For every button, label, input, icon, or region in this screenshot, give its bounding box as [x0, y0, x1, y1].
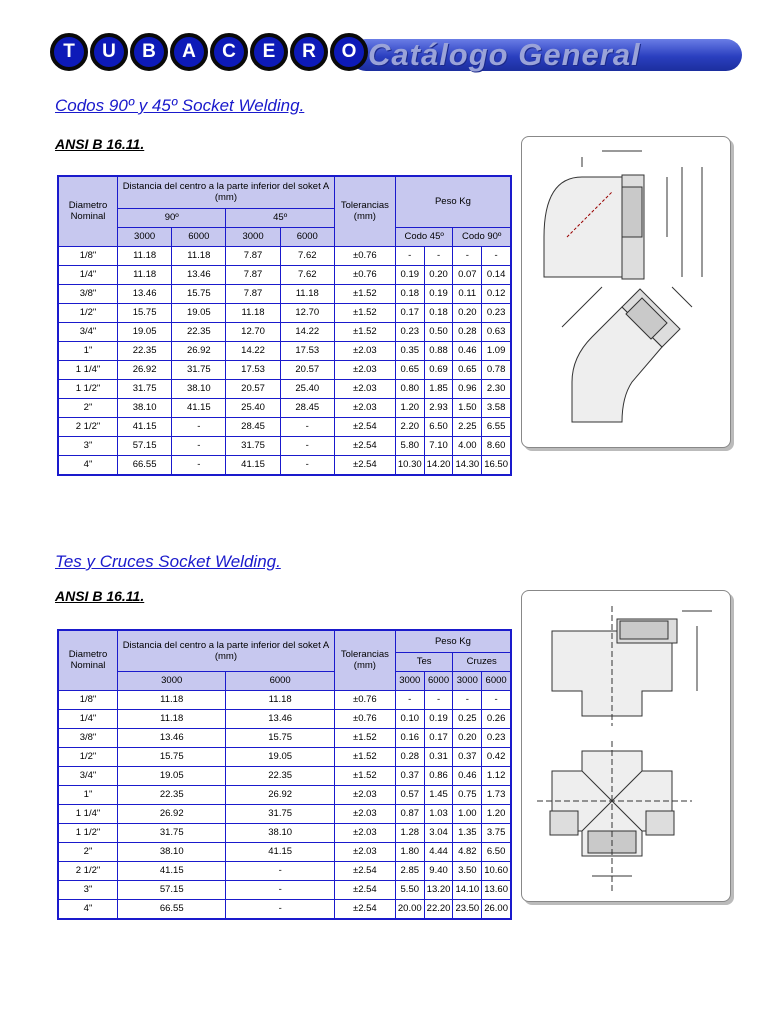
value-cell: 0.37 — [453, 747, 482, 766]
header-90: 90º — [118, 208, 226, 227]
value-cell: 13.46 — [226, 709, 334, 728]
value-cell: 3.58 — [482, 398, 511, 417]
value-cell: 31.75 — [226, 804, 334, 823]
diameter-cell: 1/4" — [58, 265, 118, 284]
class-header: 6000 — [172, 227, 226, 246]
value-cell: 0.50 — [424, 322, 453, 341]
logo-letter: R — [290, 33, 328, 71]
value-cell: 0.46 — [453, 766, 482, 785]
value-cell: ±0.76 — [334, 709, 395, 728]
value-cell: 2.20 — [395, 417, 424, 436]
value-cell: 26.92 — [226, 785, 334, 804]
value-cell: 2.85 — [395, 861, 424, 880]
header-distancia: Distancia del centro a la parte inferior del soket A (mm) — [118, 176, 335, 208]
value-cell: 0.31 — [424, 747, 453, 766]
value-cell: ±2.54 — [334, 455, 395, 475]
value-cell: 0.16 — [395, 728, 424, 747]
value-cell: 1.09 — [482, 341, 511, 360]
value-cell: 1.45 — [424, 785, 453, 804]
header-tes: Tes — [395, 652, 453, 671]
value-cell: 3.04 — [424, 823, 453, 842]
value-cell: 38.10 — [172, 379, 226, 398]
value-cell: 11.18 — [280, 284, 334, 303]
logo-letter: B — [130, 33, 168, 71]
value-cell: 20.00 — [395, 899, 424, 919]
diameter-cell: 1/8" — [58, 246, 118, 265]
diameter-cell: 3/8" — [58, 728, 118, 747]
table-row — [58, 728, 511, 747]
value-cell: 19.05 — [118, 322, 172, 341]
table-row — [58, 455, 511, 475]
value-cell: 7.87 — [226, 284, 280, 303]
value-cell: 14.22 — [280, 322, 334, 341]
logo-letter: C — [210, 33, 248, 71]
tes-spec-table — [57, 629, 512, 920]
value-cell: 16.50 — [482, 455, 511, 475]
diameter-cell: 2" — [58, 398, 118, 417]
value-cell: - — [226, 861, 334, 880]
diameter-cell: 3" — [58, 880, 118, 899]
value-cell: - — [280, 436, 334, 455]
value-cell: 0.14 — [482, 265, 511, 284]
value-cell: 31.75 — [118, 379, 172, 398]
value-cell: 0.23 — [482, 728, 511, 747]
value-cell: 22.35 — [226, 766, 334, 785]
value-cell: 1.50 — [453, 398, 482, 417]
value-cell: 19.05 — [118, 766, 226, 785]
value-cell: 4.44 — [424, 842, 453, 861]
value-cell: - — [424, 246, 453, 265]
value-cell: 6.50 — [424, 417, 453, 436]
value-cell: 0.96 — [453, 379, 482, 398]
value-cell: 2.30 — [482, 379, 511, 398]
value-cell: ±0.76 — [334, 690, 395, 709]
value-cell: - — [482, 690, 511, 709]
value-cell: 7.87 — [226, 265, 280, 284]
table-row — [58, 436, 511, 455]
header-diametro: Diametro Nominal — [58, 630, 118, 690]
value-cell: ±2.03 — [334, 804, 395, 823]
value-cell: 26.00 — [482, 899, 511, 919]
elbow-drawing-svg — [522, 137, 730, 447]
value-cell: 7.10 — [424, 436, 453, 455]
value-cell: 0.86 — [424, 766, 453, 785]
catalog-title: Catálogo General — [368, 37, 641, 72]
value-cell: - — [172, 436, 226, 455]
value-cell: 38.10 — [118, 398, 172, 417]
tee-cross-drawing — [521, 590, 731, 902]
logo-letter: E — [250, 33, 288, 71]
table-row — [58, 303, 511, 322]
value-cell: 9.40 — [424, 861, 453, 880]
value-cell: ±2.03 — [334, 341, 395, 360]
value-cell: 0.37 — [395, 766, 424, 785]
header-codo45: Codo 45º — [395, 227, 453, 246]
value-cell: 19.05 — [172, 303, 226, 322]
value-cell: 20.57 — [226, 379, 280, 398]
value-cell: 66.55 — [118, 455, 172, 475]
class-header: 3000 — [118, 227, 172, 246]
value-cell: 22.20 — [424, 899, 453, 919]
logo-letter: T — [50, 33, 88, 71]
header-tolerancias: Tolerancias (mm) — [334, 630, 395, 690]
value-cell: ±1.52 — [334, 728, 395, 747]
value-cell: 12.70 — [280, 303, 334, 322]
value-cell: 1.12 — [482, 766, 511, 785]
value-cell: 1.20 — [395, 398, 424, 417]
value-cell: 0.69 — [424, 360, 453, 379]
value-cell: - — [453, 246, 482, 265]
value-cell: 11.18 — [118, 265, 172, 284]
value-cell: 1.00 — [453, 804, 482, 823]
table-row — [58, 804, 511, 823]
value-cell: ±0.76 — [334, 265, 395, 284]
value-cell: 41.15 — [118, 861, 226, 880]
value-cell: 22.35 — [118, 341, 172, 360]
diameter-cell: 1 1/4" — [58, 360, 118, 379]
header-diametro: Diametro Nominal — [58, 176, 118, 246]
value-cell: 0.18 — [395, 284, 424, 303]
value-cell: 6.55 — [482, 417, 511, 436]
value-cell: 13.20 — [424, 880, 453, 899]
value-cell: 41.15 — [226, 842, 334, 861]
diameter-cell: 3" — [58, 436, 118, 455]
value-cell: 1.73 — [482, 785, 511, 804]
value-cell: 41.15 — [118, 417, 172, 436]
diameter-cell: 2" — [58, 842, 118, 861]
value-cell: 0.42 — [482, 747, 511, 766]
table-row — [58, 417, 511, 436]
value-cell: 2.93 — [424, 398, 453, 417]
table-row — [58, 880, 511, 899]
diameter-cell: 1 1/2" — [58, 823, 118, 842]
value-cell: ±2.54 — [334, 880, 395, 899]
value-cell: 15.75 — [118, 747, 226, 766]
diameter-cell: 1/8" — [58, 690, 118, 709]
value-cell: ±0.76 — [334, 246, 395, 265]
value-cell: 7.62 — [280, 265, 334, 284]
table-row — [58, 823, 511, 842]
diameter-cell: 1/2" — [58, 747, 118, 766]
diameter-cell: 4" — [58, 899, 118, 919]
codos-table-body — [58, 246, 511, 475]
value-cell: 0.10 — [395, 709, 424, 728]
value-cell: 12.70 — [226, 322, 280, 341]
value-cell: 0.23 — [482, 303, 511, 322]
value-cell: ±2.03 — [334, 398, 395, 417]
value-cell: 11.18 — [118, 709, 226, 728]
elbow-drawing — [521, 136, 731, 448]
value-cell: 15.75 — [226, 728, 334, 747]
value-cell: 0.28 — [395, 747, 424, 766]
class-header: 3000 — [453, 671, 482, 690]
value-cell: 0.12 — [482, 284, 511, 303]
table-row — [58, 284, 511, 303]
value-cell: 13.46 — [118, 284, 172, 303]
section-title-tes: Tes y Cruces Socket Welding. — [55, 552, 281, 571]
value-cell: 0.65 — [395, 360, 424, 379]
diameter-cell: 1 1/4" — [58, 804, 118, 823]
value-cell: - — [395, 246, 424, 265]
value-cell: 14.20 — [424, 455, 453, 475]
value-cell: 0.20 — [453, 303, 482, 322]
value-cell: ±1.52 — [334, 747, 395, 766]
value-cell: 26.92 — [118, 360, 172, 379]
value-cell: 0.17 — [395, 303, 424, 322]
value-cell: 1.85 — [424, 379, 453, 398]
value-cell: 6.50 — [482, 842, 511, 861]
diameter-cell: 2 1/2" — [58, 861, 118, 880]
value-cell: ±2.03 — [334, 379, 395, 398]
diameter-cell: 1/4" — [58, 709, 118, 728]
value-cell: - — [226, 899, 334, 919]
value-cell: 11.18 — [118, 246, 172, 265]
value-cell: 1.03 — [424, 804, 453, 823]
tubacero-logo — [50, 33, 368, 71]
value-cell: ±2.54 — [334, 861, 395, 880]
value-cell: 26.92 — [172, 341, 226, 360]
value-cell: 28.45 — [226, 417, 280, 436]
value-cell: 11.18 — [172, 246, 226, 265]
tes-table-body — [58, 690, 511, 919]
header-cruzes: Cruzes — [453, 652, 511, 671]
value-cell: 23.50 — [453, 899, 482, 919]
diameter-cell: 4" — [58, 455, 118, 475]
value-cell: 31.75 — [226, 436, 280, 455]
value-cell: 0.19 — [424, 284, 453, 303]
value-cell: 25.40 — [280, 379, 334, 398]
value-cell: 57.15 — [118, 880, 226, 899]
value-cell: 31.75 — [118, 823, 226, 842]
value-cell: 0.46 — [453, 341, 482, 360]
tee-cross-drawing-svg — [522, 591, 730, 901]
value-cell: 57.15 — [118, 436, 172, 455]
value-cell: 1.35 — [453, 823, 482, 842]
value-cell: 4.00 — [453, 436, 482, 455]
value-cell: 13.46 — [172, 265, 226, 284]
value-cell: 0.78 — [482, 360, 511, 379]
value-cell: 14.10 — [453, 880, 482, 899]
class-header: 3000 — [226, 227, 280, 246]
value-cell: 0.80 — [395, 379, 424, 398]
diameter-cell: 3/4" — [58, 766, 118, 785]
value-cell: ±1.52 — [334, 766, 395, 785]
value-cell: 0.20 — [453, 728, 482, 747]
value-cell: 0.26 — [482, 709, 511, 728]
value-cell: 4.82 — [453, 842, 482, 861]
value-cell: 1.20 — [482, 804, 511, 823]
section-title-codos: Codos 90º y 45º Socket Welding. — [55, 96, 305, 115]
value-cell: 41.15 — [226, 455, 280, 475]
value-cell: 0.87 — [395, 804, 424, 823]
value-cell: 0.25 — [453, 709, 482, 728]
value-cell: 17.53 — [226, 360, 280, 379]
value-cell: 0.23 — [395, 322, 424, 341]
logo-letter: U — [90, 33, 128, 71]
diameter-cell: 3/4" — [58, 322, 118, 341]
value-cell: 15.75 — [118, 303, 172, 322]
value-cell: - — [280, 417, 334, 436]
value-cell: 13.46 — [118, 728, 226, 747]
value-cell: 0.11 — [453, 284, 482, 303]
value-cell: 2.25 — [453, 417, 482, 436]
header-peso: Peso Kg — [395, 176, 511, 227]
table-row — [58, 398, 511, 417]
value-cell: 26.92 — [118, 804, 226, 823]
value-cell: 11.18 — [118, 690, 226, 709]
table-row — [58, 766, 511, 785]
table-row — [58, 747, 511, 766]
value-cell: 0.88 — [424, 341, 453, 360]
class-header: 3000 — [118, 671, 226, 690]
value-cell: 38.10 — [118, 842, 226, 861]
value-cell: 31.75 — [172, 360, 226, 379]
class-header: 6000 — [226, 671, 334, 690]
value-cell: 0.19 — [424, 709, 453, 728]
value-cell: 14.30 — [453, 455, 482, 475]
value-cell: 0.18 — [424, 303, 453, 322]
table-row — [58, 690, 511, 709]
table-row — [58, 341, 511, 360]
value-cell: ±2.03 — [334, 842, 395, 861]
header-tolerancias: Tolerancias (mm) — [334, 176, 395, 246]
value-cell: 41.15 — [172, 398, 226, 417]
header-distancia: Distancia del centro a la parte inferior del soket A (mm) — [118, 630, 335, 671]
value-cell: 8.60 — [482, 436, 511, 455]
value-cell: 0.17 — [424, 728, 453, 747]
value-cell: ±1.52 — [334, 284, 395, 303]
value-cell: 11.18 — [226, 690, 334, 709]
table-row — [58, 265, 511, 284]
value-cell: ±2.54 — [334, 417, 395, 436]
value-cell: 7.62 — [280, 246, 334, 265]
value-cell: - — [280, 455, 334, 475]
class-header: 6000 — [424, 671, 453, 690]
value-cell: 22.35 — [172, 322, 226, 341]
logo-letter: O — [330, 33, 368, 71]
table-row — [58, 322, 511, 341]
table-row — [58, 785, 511, 804]
header-45: 45º — [226, 208, 334, 227]
value-cell: - — [482, 246, 511, 265]
value-cell: 0.20 — [424, 265, 453, 284]
value-cell: 10.30 — [395, 455, 424, 475]
value-cell: 0.19 — [395, 265, 424, 284]
table-row — [58, 861, 511, 880]
value-cell: 1.80 — [395, 842, 424, 861]
value-cell: - — [172, 417, 226, 436]
value-cell: 11.18 — [226, 303, 280, 322]
value-cell: 0.07 — [453, 265, 482, 284]
diameter-cell: 1/2" — [58, 303, 118, 322]
header-peso: Peso Kg — [395, 630, 511, 652]
value-cell: 5.50 — [395, 880, 424, 899]
codos-spec-table — [57, 175, 512, 476]
table-row — [58, 246, 511, 265]
section-standard-codos: ANSI B 16.11. — [55, 136, 145, 152]
value-cell: 22.35 — [118, 785, 226, 804]
value-cell: 5.80 — [395, 436, 424, 455]
value-cell: 0.75 — [453, 785, 482, 804]
catalog-header — [50, 33, 742, 77]
value-cell: - — [424, 690, 453, 709]
value-cell: ±2.54 — [334, 899, 395, 919]
table-row — [58, 709, 511, 728]
value-cell: - — [172, 455, 226, 475]
value-cell: 3.50 — [453, 861, 482, 880]
value-cell: ±2.54 — [334, 436, 395, 455]
value-cell: - — [395, 690, 424, 709]
header-codo90: Codo 90º — [453, 227, 511, 246]
diameter-cell: 1" — [58, 341, 118, 360]
table-row — [58, 899, 511, 919]
value-cell: - — [453, 690, 482, 709]
table-row — [58, 360, 511, 379]
value-cell: 14.22 — [226, 341, 280, 360]
value-cell: 0.35 — [395, 341, 424, 360]
value-cell: 19.05 — [226, 747, 334, 766]
value-cell: 17.53 — [280, 341, 334, 360]
class-header: 6000 — [482, 671, 511, 690]
value-cell: 28.45 — [280, 398, 334, 417]
value-cell: 0.65 — [453, 360, 482, 379]
value-cell: 66.55 — [118, 899, 226, 919]
value-cell: 25.40 — [226, 398, 280, 417]
value-cell: 0.28 — [453, 322, 482, 341]
value-cell: 7.87 — [226, 246, 280, 265]
value-cell: 38.10 — [226, 823, 334, 842]
value-cell: 0.57 — [395, 785, 424, 804]
diameter-cell: 3/8" — [58, 284, 118, 303]
value-cell: 10.60 — [482, 861, 511, 880]
value-cell: ±2.03 — [334, 785, 395, 804]
value-cell: ±2.03 — [334, 823, 395, 842]
logo-letter: A — [170, 33, 208, 71]
section-standard-tes: ANSI B 16.11. — [55, 588, 145, 604]
table-row — [58, 842, 511, 861]
value-cell: ±1.52 — [334, 303, 395, 322]
value-cell: 13.60 — [482, 880, 511, 899]
value-cell: - — [226, 880, 334, 899]
value-cell: ±1.52 — [334, 322, 395, 341]
table-row — [58, 379, 511, 398]
value-cell: 15.75 — [172, 284, 226, 303]
diameter-cell: 1" — [58, 785, 118, 804]
diameter-cell: 2 1/2" — [58, 417, 118, 436]
class-header: 3000 — [395, 671, 424, 690]
value-cell: ±2.03 — [334, 360, 395, 379]
value-cell: 3.75 — [482, 823, 511, 842]
diameter-cell: 1 1/2" — [58, 379, 118, 398]
class-header: 6000 — [280, 227, 334, 246]
value-cell: 1.28 — [395, 823, 424, 842]
value-cell: 20.57 — [280, 360, 334, 379]
value-cell: 0.63 — [482, 322, 511, 341]
